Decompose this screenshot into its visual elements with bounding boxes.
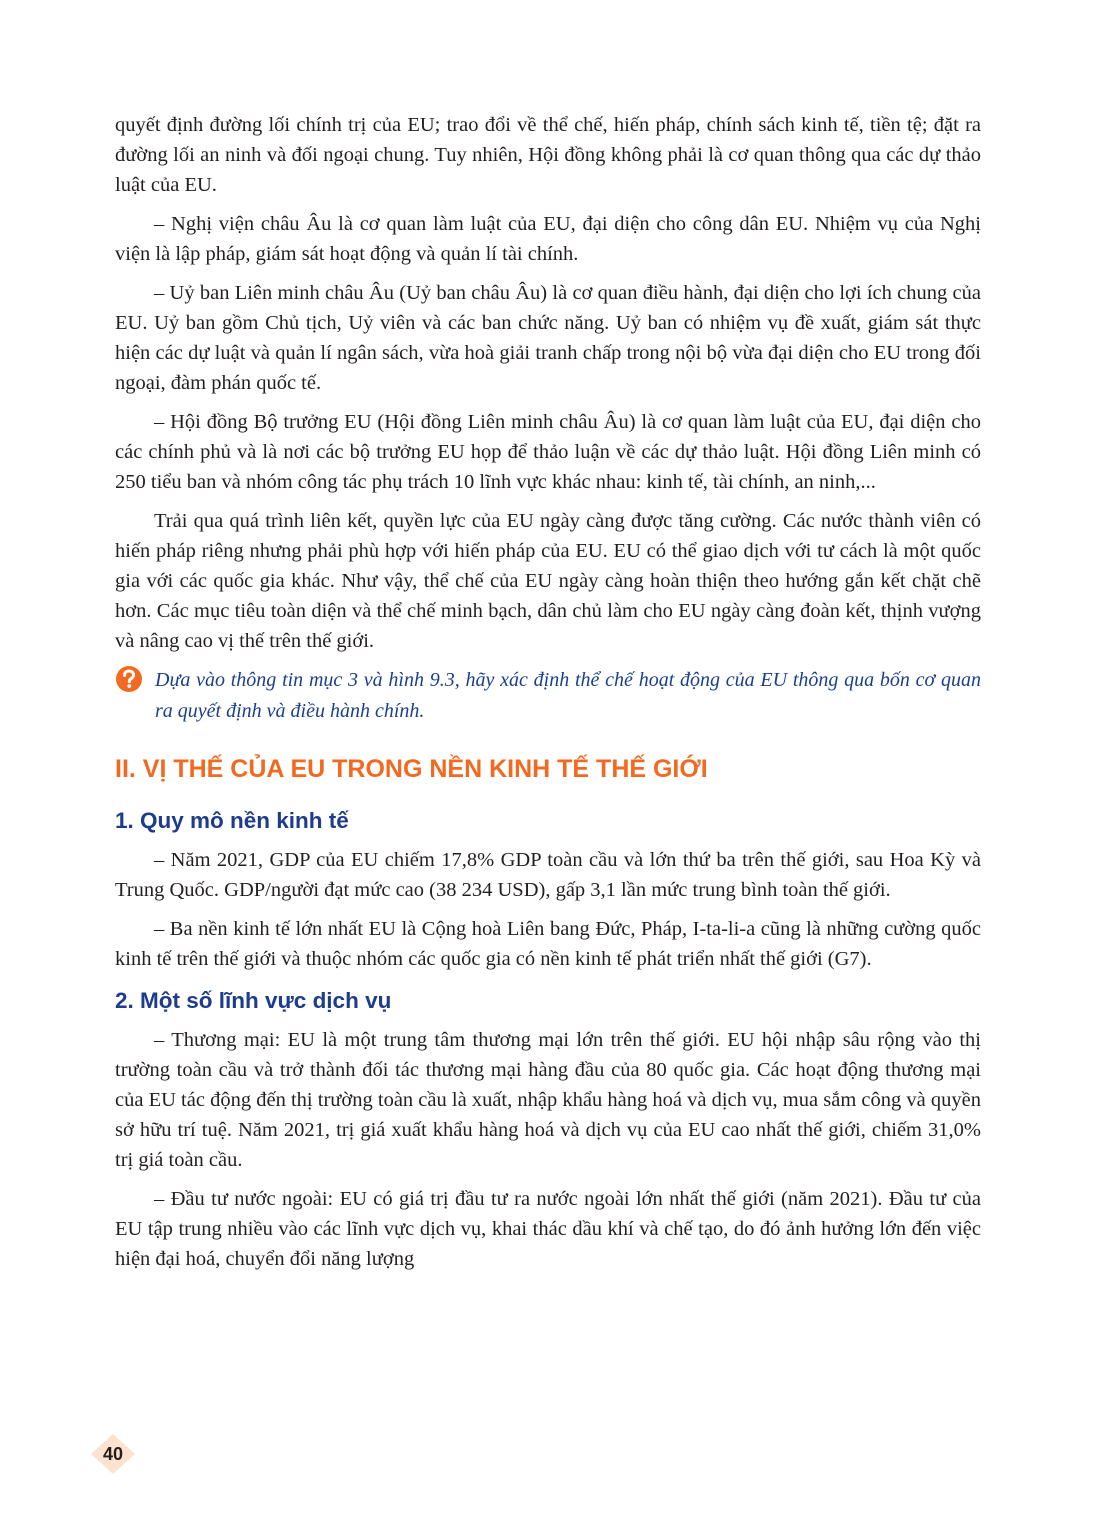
page-content <box>115 110 981 1283</box>
question-mark-icon <box>115 665 143 693</box>
section-heading: II. VỊ THẾ CỦA EU TRONG NỀN KINH TẾ THẾ GIỚI <box>115 755 708 783</box>
body-paragraph: – Năm 2021, GDP của EU chiếm 17,8% GDP toàn cầu và lớn thứ ba trên thế giới, sau Hoa Kỳ và Trung Quốc. GDP/người đạt mức cao (38 234 USD), gấp 3,1 lần mức trung bình toàn thế giới. <box>115 849 981 901</box>
body-paragraph: – Đầu tư nước ngoài: EU có giá trị đầu tư ra nước ngoài lớn nhất thế giới (năm 2021). Đầu tư của EU tập trung nhiều vào các lĩnh vực dịch vụ, khai thác dầu khí và chế tạo, do đó ảnh hưởng lớn đến việc hiện đại hoá, chuyển đổi năng lượng <box>115 1188 981 1270</box>
subsection-heading: 2. Một số lĩnh vực dịch vụ <box>115 988 392 1013</box>
page-number-badge <box>89 1432 137 1476</box>
question-text: Dựa vào thông tin mục 3 và hình 9.3, hãy xác định thể chế hoạt động của EU thông qua bốn cơ quan ra quyết định và điều hành chính. <box>155 669 981 722</box>
body-paragraph: – Ba nền kinh tế lớn nhất EU là Cộng hoà Liên bang Đức, Pháp, I-ta-li-a cũng là những cường quốc kinh tế trên thế giới và thuộc nhóm các quốc gia có nền kinh tế phát triển nhất thế giới (G7). <box>115 918 981 970</box>
body-paragraph: – Hội đồng Bộ trưởng EU (Hội đồng Liên minh châu Âu) là cơ quan làm luật của EU, đại diện cho các chính phủ và là nơi các bộ trưởng EU họp để thảo luận về các dự thảo luật. Hội đồng Liên minh có 250 tiểu ban và nhóm công tác phụ trách 10 lĩnh vực khác nhau: kinh tế, tài chính, an ninh,... <box>115 411 981 493</box>
subsection-heading: 1. Quy mô nền kinh tế <box>115 808 349 833</box>
body-paragraph: quyết định đường lối chính trị của EU; trao đổi về thể chế, hiến pháp, chính sách kinh tế, tiền tệ; đặt ra đường lối an ninh và đối ngoại chung. Tuy nhiên, Hội đồng không phải là cơ quan thông qua các dự thảo luật của EU. <box>115 114 981 196</box>
page-number: 40 <box>102 1444 124 1464</box>
body-paragraph: – Thương mại: EU là một trung tâm thương mại lớn trên thế giới. EU hội nhập sâu rộng vào thị trường toàn cầu và trở thành đối tác thương mại hàng đầu của 80 quốc gia. Các hoạt động thương mại của EU tác động đến thị trường toàn cầu là xuất, nhập khẩu hàng hoá và dịch vụ, mua sắm công và quyền sở hữu trí tuệ. Năm 2021, trị giá xuất khẩu hàng hoá và dịch vụ của EU cao nhất thế giới, chiếm 31,0% trị giá toàn cầu. <box>115 1029 981 1171</box>
body-paragraph: – Nghị viện châu Âu là cơ quan làm luật của EU, đại diện cho công dân EU. Nhiệm vụ của Nghị viện là lập pháp, giám sát hoạt động và quản lí tài chính. <box>115 213 981 265</box>
body-paragraph: Trải qua quá trình liên kết, quyền lực của EU ngày càng được tăng cường. Các nước thành viên có hiến pháp riêng nhưng phải phù hợp với hiến pháp của EU. EU có thể giao dịch với tư cách là một quốc gia với các quốc gia khác. Như vậy, thể chế của EU ngày càng hoàn thiện theo hướng gắn kết chặt chẽ hơn. Các mục tiêu toàn diện và thể chế minh bạch, dân chủ làm cho EU ngày càng đoàn kết, thịnh vượng và nâng cao vị thế trên thế giới. <box>115 510 981 652</box>
body-paragraph: – Uỷ ban Liên minh châu Âu (Uỷ ban châu Âu) là cơ quan điều hành, đại diện cho lợi ích chung của EU. Uỷ ban gồm Chủ tịch, Uỷ viên và các ban chức năng. Uỷ ban có nhiệm vụ đề xuất, giám sát thực hiện các dự luật và quản lí ngân sách, vừa hoà giải tranh chấp trong nội bộ vừa đại diện cho EU trong đối ngoại, đàm phán quốc tế. <box>115 282 981 394</box>
question-box <box>115 665 981 727</box>
